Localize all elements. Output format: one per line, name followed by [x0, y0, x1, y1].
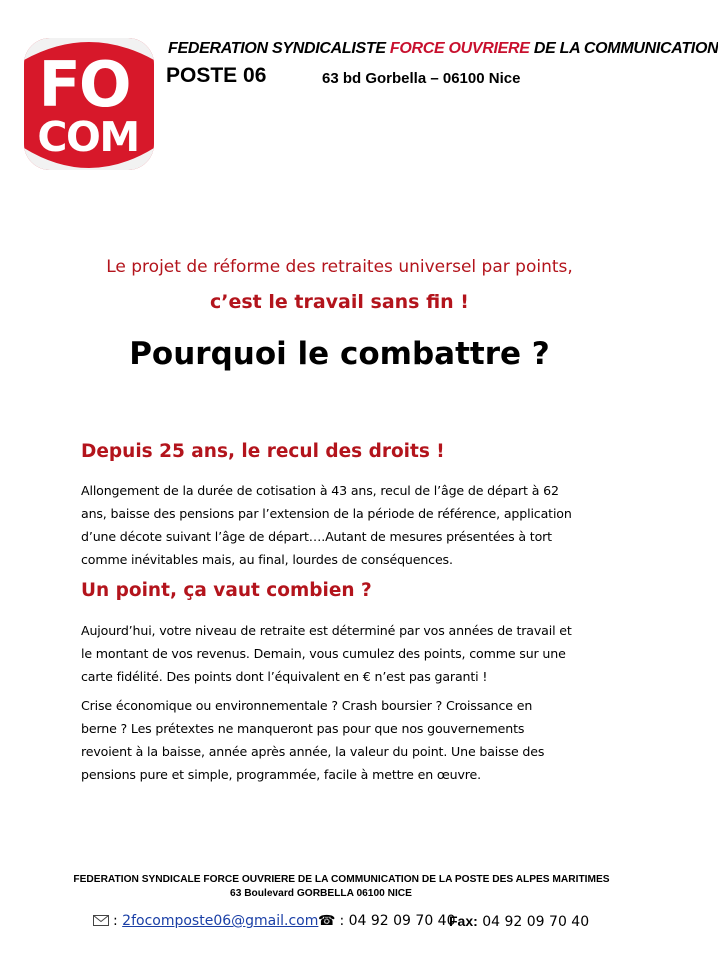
phone-number: : 04 92 09 70 40	[339, 913, 456, 929]
paragraph-line: pensions pure et simple, programmée, facile à mettre en œuvre.	[81, 767, 481, 782]
fax-label: Fax:	[449, 913, 478, 929]
federation-name-suffix: DE LA COMMUNICATION	[533, 40, 718, 57]
footer-address: 63 Boulevard GORBELLA 06100 NICE	[230, 888, 412, 899]
section-paragraph	[81, 694, 603, 786]
footer-fax	[449, 913, 589, 930]
envelope-icon	[93, 915, 109, 926]
paragraph-line: le montant de vos revenus. Demain, vous cumulez des points, comme sur une	[81, 646, 566, 661]
paragraph-line: revoient à la baisse, année après année, la valeur du point. Une baisse des	[81, 744, 545, 759]
poste-label: POSTE 06	[166, 64, 267, 87]
section-heading-recul: Depuis 25 ans, le recul des droits !	[81, 441, 445, 462]
paragraph-line: Aujourd’hui, votre niveau de retraite est déterminé par vos années de travail et	[81, 623, 572, 638]
logo-text-com: COM	[37, 113, 139, 161]
fax-number: 04 92 09 70 40	[482, 914, 590, 930]
footer-organization: FEDERATION SYNDICALE FORCE OUVRIERE DE LA COMMUNICATION DE LA POSTE DES ALPES MARITIMES	[73, 874, 610, 885]
header-address: 63 bd Gorbella – 06100 Nice	[322, 70, 521, 87]
federation-name	[168, 40, 718, 58]
intro-line: Le projet de réforme des retraites universel par points,	[106, 257, 573, 277]
paragraph-line: d’une décote suivant l’âge de départ….Autant de mesures présentées à tort	[81, 529, 552, 544]
footer-email	[93, 913, 318, 929]
logo-text-fo: FO	[38, 48, 130, 121]
email-link[interactable]: 2focomposte06@gmail.com	[122, 913, 319, 929]
footer-phone	[318, 913, 456, 929]
section-paragraph	[81, 479, 603, 571]
paragraph-line: Crise économique ou environnementale ? Crash boursier ? Croissance en	[81, 698, 533, 713]
federation-name-prefix: FEDERATION SYNDICALISTE	[168, 40, 386, 57]
paragraph-line: comme inévitables mais, au final, lourdes de conséquences.	[81, 552, 453, 567]
paragraph-line: ans, baisse des pensions par l’extension de la période de référence, application	[81, 506, 572, 521]
focom-logo-graphic	[24, 38, 154, 170]
email-prefix: :	[113, 913, 123, 929]
federation-name-highlight: FORCE OUVRIERE	[389, 40, 530, 57]
section-heading-point: Un point, ça vaut combien ?	[81, 580, 372, 601]
paragraph-line: berne ? Les prétextes ne manqueront pas pour que nos gouvernements	[81, 721, 525, 736]
intro-slogan: c’est le travail sans fin !	[210, 291, 469, 313]
focom-logo	[24, 38, 154, 170]
telephone-icon: ☎	[318, 913, 336, 929]
page-title: Pourquoi le combattre ?	[129, 336, 550, 372]
section-paragraph	[81, 619, 603, 688]
paragraph-line: Allongement de la durée de cotisation à 43 ans, recul de l’âge de départ à 62	[81, 483, 559, 498]
paragraph-line: carte fidélité. Des points dont l’équivalent en € n’est pas garanti !	[81, 669, 488, 684]
